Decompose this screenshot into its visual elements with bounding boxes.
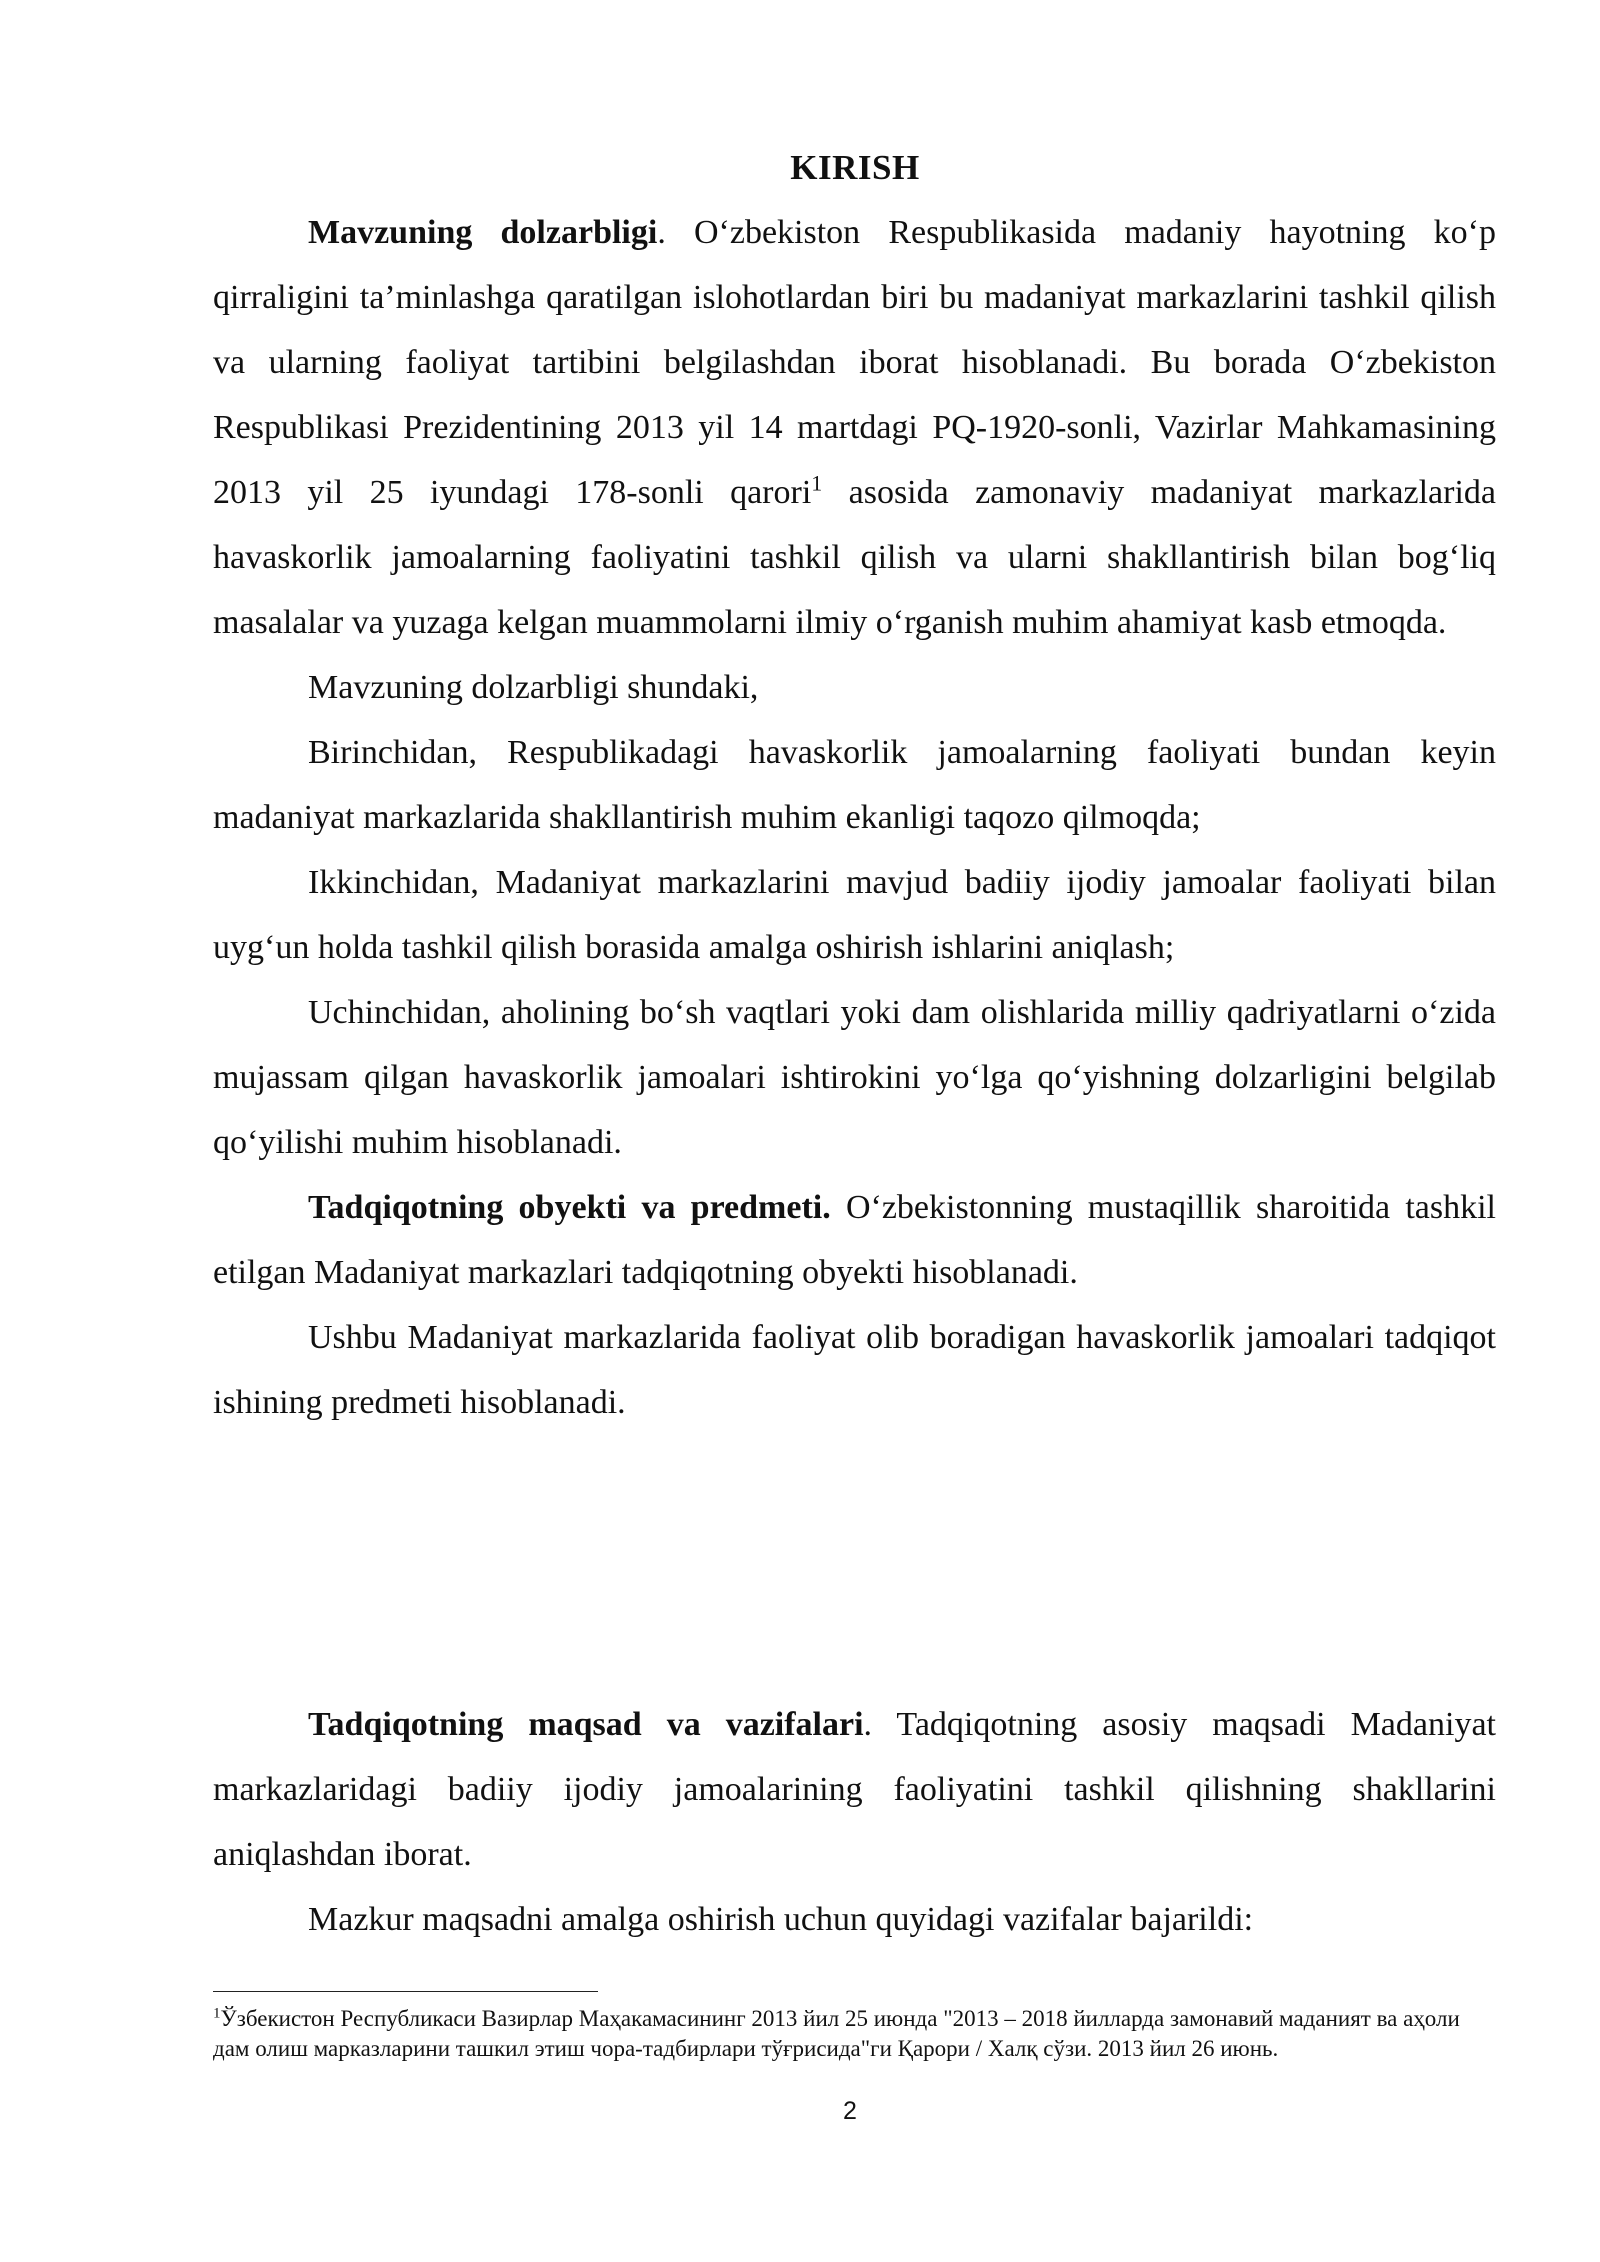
paragraph-relevance-text-b: asosida zamonaviy madaniyat markazlarida havaskorlik jamoalarning faoliyatini tashkil qilish va ularni shakllantirish bilan bog‘liq masalalar va yuzaga kelgan muammolarni ilmiy o‘rganish muhim ahamiyat kasb etmoqda. [213,474,1496,641]
paragraph-relevance [213,200,1496,655]
paragraph-second-point: Ikkinchidan, Madaniyat markazlarini mavjud badiiy ijodiy jamoalar faoliyati bilan uyg‘un holda tashkil qilish borasida amalga oshirish ishlarini aniqlash; [213,864,1496,966]
body-text-section-1 [213,200,1496,1435]
paragraph-lead-object-subject: Tadqiqotning obyekti va predmeti. [308,1189,831,1226]
paragraph-object-subject [213,1175,1496,1305]
footnote-marker: 1 [213,2005,221,2022]
paragraph-goals-tasks [213,1692,1496,1887]
footnote [213,2004,1496,2064]
footnote-reference-marker: 1 [811,470,823,496]
paragraph-tasks-intro: Mazkur maqsadni amalga oshirish uchun quyidagi vazifalar bajarildi: [308,1901,1254,1938]
paragraph-lead-relevance: Mavzuning dolzarbligi [308,214,658,251]
footnote-separator [213,1991,598,1992]
body-text-section-2 [213,1692,1496,1952]
paragraph-first-point: Birinchidan, Respublikadagi havaskorlik jamoalarning faoliyati bundan keyin madaniyat markazlarida shakllantirish muhim ekanligi taqozo qilmoqda; [213,734,1496,836]
paragraph-subject-detail: Ushbu Madaniyat markazlarida faoliyat olib boradigan havaskorlik jamoalari tadqiqot ishining predmeti hisoblanadi. [213,1319,1496,1421]
page-number: 2 [843,2097,857,2125]
paragraph-object-subject-text: O‘zbekistonning mustaqillik sharoitida tashkil etilgan Madaniyat markazlari tadqiqotning obyekti hisoblanadi. [213,1189,1496,1291]
paragraph-lead-goals-tasks: Tadqiqotning maqsad va vazifalari [308,1706,864,1743]
paragraph-relevance-text-a: . O‘zbekiston Respublikasida madaniy hayotning ko‘p qirraligini ta’minlashga qaratilgan islohotlardan biri bu madaniyat markazlarini tashkil qilish va ularning faoliyat tartibini belgilashdan iborat hisoblanadi. Bu borada O‘zbekiston Respublikasi Prezidentining 2013 yil 14 martdagi PQ-1920-sonli, Vazirlar Mahkamasining 2013 yil 25 iyundagi 178-sonli qarori [213,214,1496,511]
footnote-text: Ўзбекистон Республикаси Вазирлар Маҳакамасининг 2013 йил 25 июнда "2013 – 2018 йилларда замонавий маданият ва аҳоли дам олиш марказларини ташкил этиш чора-тадбирлари тўғрисида"ги Қарори / Халқ сўзи. 2013 йил 26 июнь. [213,2006,1460,2061]
paragraph-third-point: Uchinchidan, aholining bo‘sh vaqtlari yoki dam olishlarida milliy qadriyatlarni o‘zida mujassam qilgan havaskorlik jamoalari ishtirokini yo‘lga qo‘yishning dolzarligini belgilab qo‘yilishi muhim hisoblanadi. [213,994,1496,1161]
paragraph-relevance-intro: Mavzuning dolzarbligi shundaki, [308,669,759,706]
paragraph-goals-tasks-text: . Tadqiqotning asosiy maqsadi Madaniyat markazlaridagi badiiy ijodiy jamoalarining faoliyatini tashkil qilishning shakllarini aniqlashdan iborat. [213,1706,1496,1873]
page-title: KIRISH [790,148,920,187]
